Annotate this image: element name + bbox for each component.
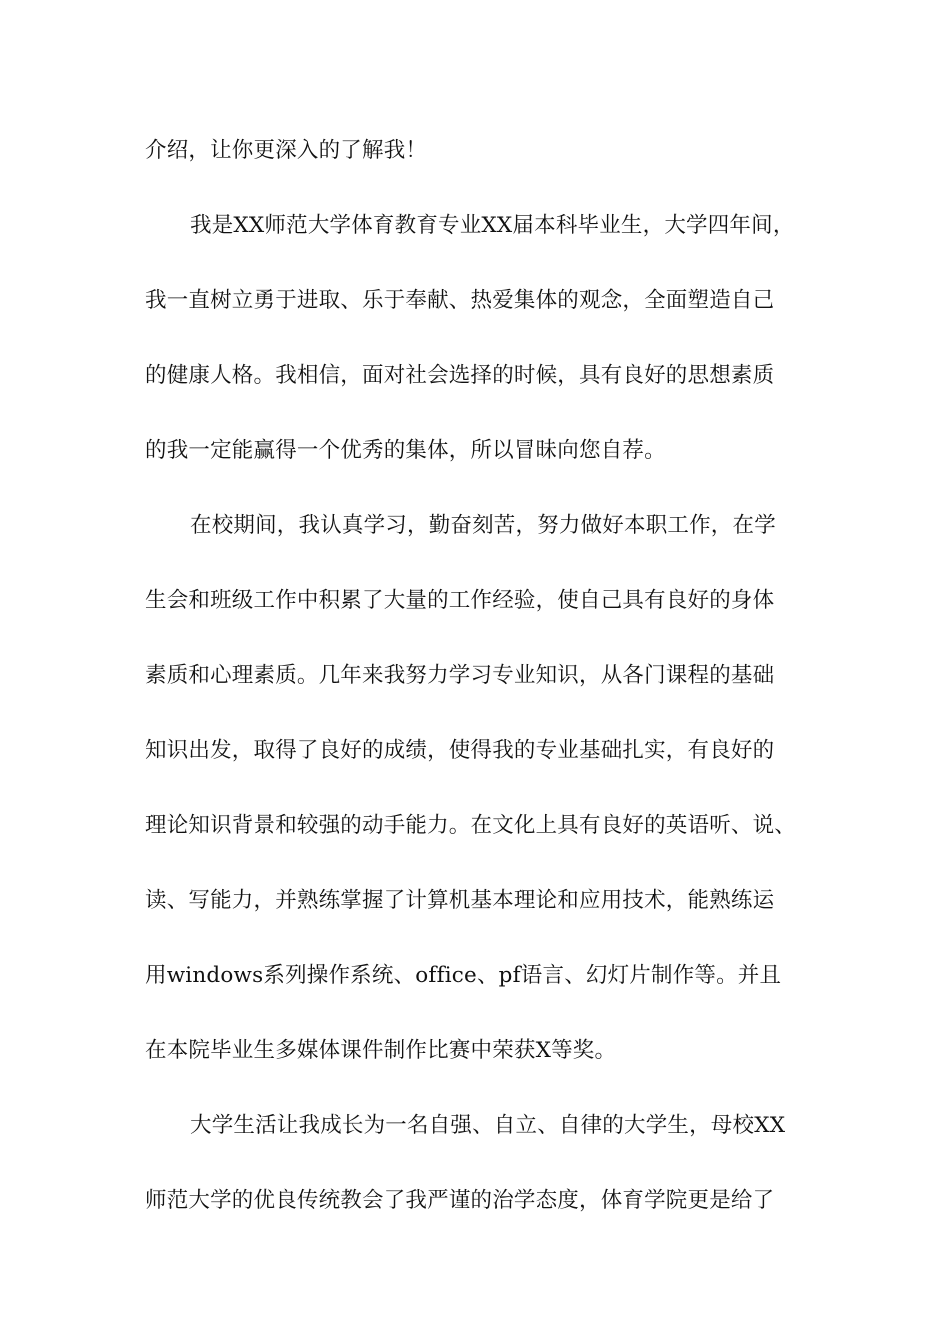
text-line: 素质和心理素质。几年来我努力学习专业知识，从各门课程的基础 (145, 663, 775, 688)
text-line: 我一直树立勇于进取、乐于奉献、热爱集体的观念，全面塑造自己 (145, 288, 775, 313)
paragraph-start-line: 在校期间，我认真学习，勤奋刻苦，努力做好本职工作，在学 (190, 513, 776, 538)
text-line: 理论知识背景和较强的动手能力。在文化上具有良好的英语听、说、 (145, 813, 797, 838)
text-line: 知识出发，取得了良好的成绩，使得我的专业基础扎实，有良好的 (145, 738, 775, 763)
text-line: 师范大学的优良传统教会了我严谨的治学态度，体育学院更是给了 (145, 1188, 775, 1213)
text-line: 用windows系列操作系统、office、pf语言、幻灯片制作等。并且 (145, 963, 782, 988)
text-line: 的健康人格。我相信，面对社会选择的时候，具有良好的思想素质 (145, 363, 775, 388)
paragraph-start-line: 大学生活让我成长为一名自强、自立、自律的大学生，母校XX (190, 1113, 786, 1138)
text-line: 介绍，让你更深入的了解我！ (145, 138, 428, 163)
paragraph-start-line: 我是XX师范大学体育教育专业XX届本科毕业生，大学四年间， (190, 213, 795, 238)
text-line: 在本院毕业生多媒体课件制作比赛中荣获X等奖。 (145, 1038, 617, 1063)
text-line: 读、写能力，并熟练掌握了计算机基本理论和应用技术，能熟练运 (145, 888, 775, 913)
text-line: 的我一定能赢得一个优秀的集体，所以冒昧向您自荐。 (145, 438, 666, 463)
text-line: 生会和班级工作中积累了大量的工作经验，使自己具有良好的身体 (145, 588, 775, 613)
